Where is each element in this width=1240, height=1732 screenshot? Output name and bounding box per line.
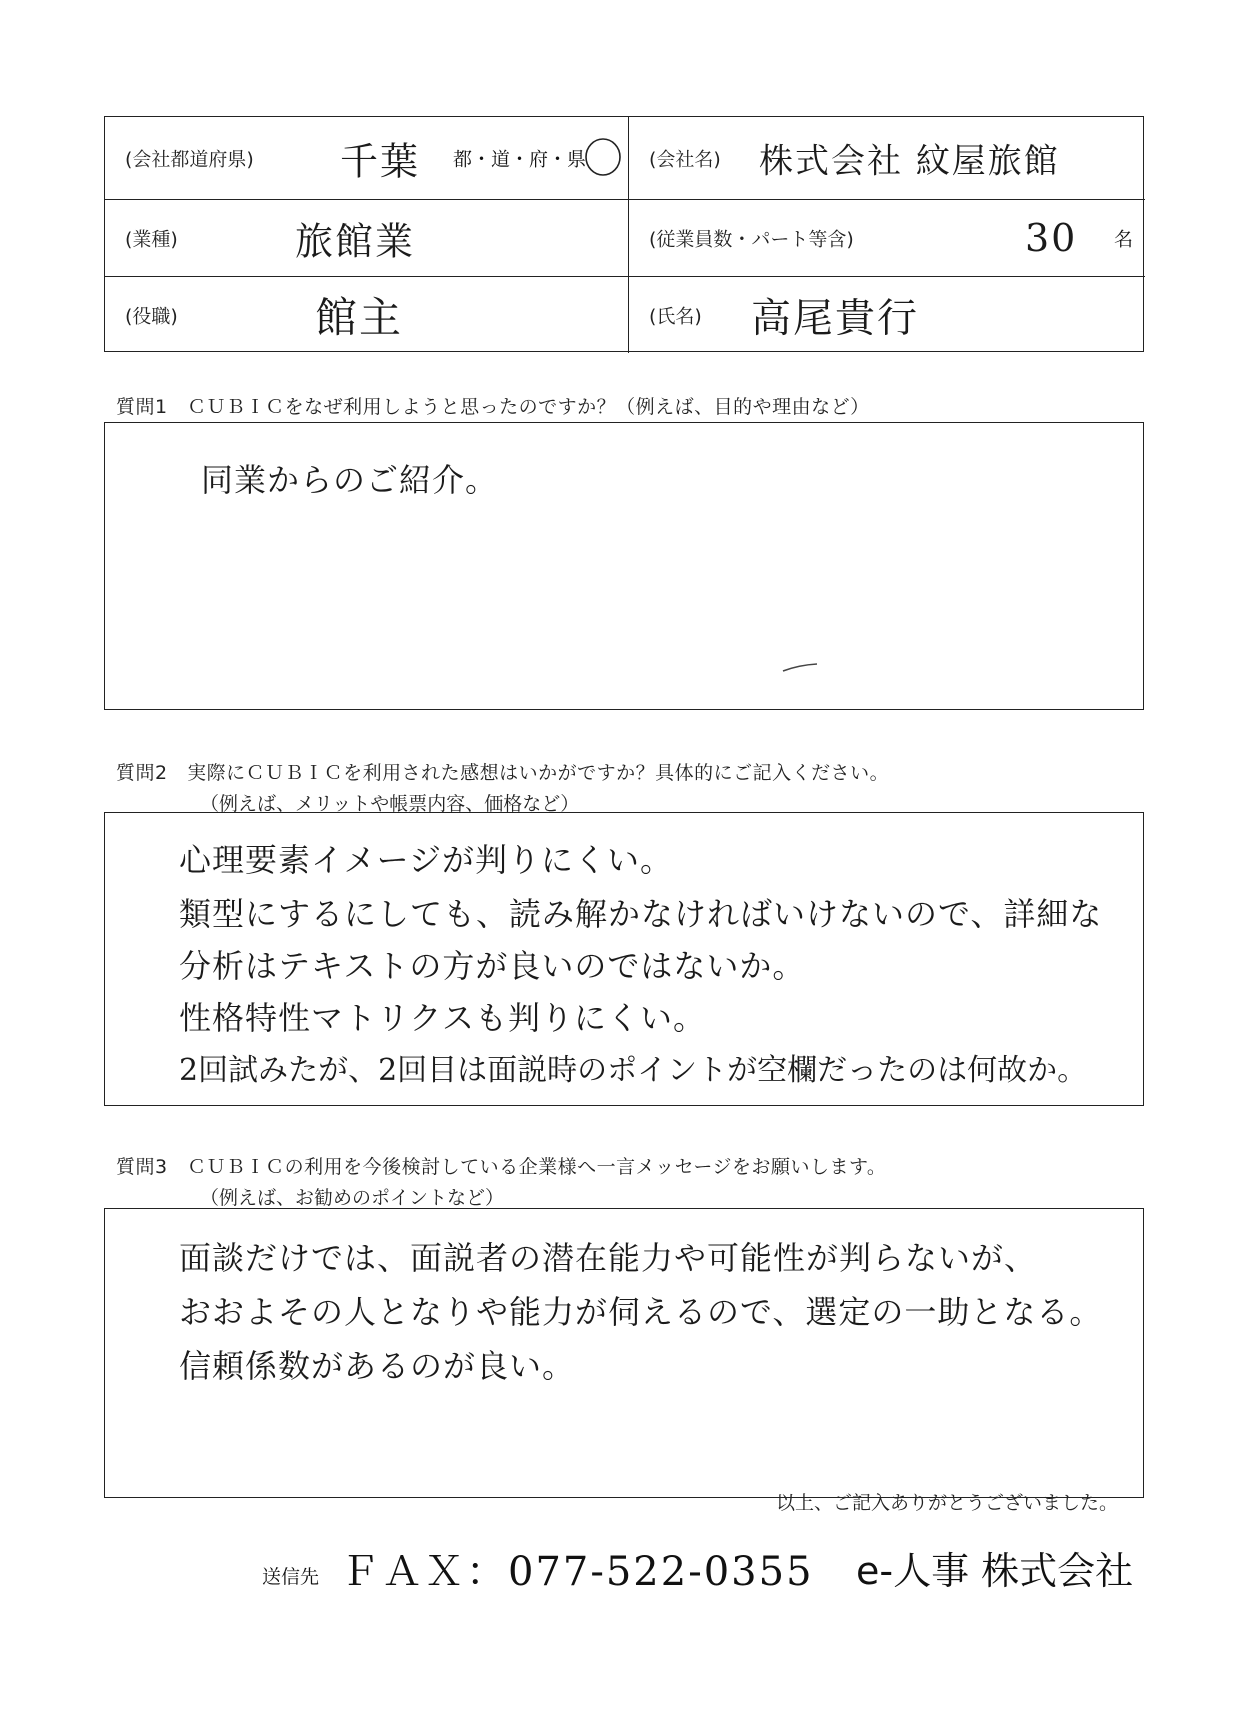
industry-value: 旅館業 — [295, 219, 416, 264]
question-1-answer-box — [104, 422, 1144, 710]
question-3-answer-line: 信頼係数があるのが良い。 — [179, 1347, 576, 1385]
recipient-company: e-人事 株式会社 — [856, 1549, 1134, 1593]
prefecture-cell — [105, 117, 629, 200]
name-cell — [629, 277, 1145, 353]
prefecture-circle-mark — [583, 137, 623, 177]
respondent-info-table — [104, 116, 1144, 352]
question-2-answer-box — [104, 812, 1144, 1106]
prefecture-value: 千葉 — [340, 139, 421, 184]
position-value: 館主 — [315, 293, 404, 342]
question-2-answer-line: 分析はテキストの方が良いのではないか。 — [179, 947, 806, 985]
question-2-answer-line: 心理要素イメージが判りにくい。 — [179, 841, 674, 879]
question-1-answer-line: 同業からのご紹介。 — [201, 461, 499, 499]
question-2-title: 質問2 実際にＣＵＢＩＣを利用された感想はいかがですか？具体的にご記入ください。 — [116, 762, 890, 784]
question-3-title: 質問3 ＣＵＢＩＣの利用を今後検討している企業様へ一言メッセージをお願いします。 — [116, 1156, 887, 1178]
employees-label: (従業員数・パート等含) — [649, 228, 854, 251]
question-2-subtitle: （例えば、メリットや帳票内容、価格など） — [200, 793, 580, 815]
destination-label: 送信先 — [262, 1566, 320, 1588]
name-value: 高尾貴行 — [751, 295, 919, 342]
industry-label: (業種) — [125, 228, 178, 251]
question-3-subtitle: （例えば、お勧めのポイントなど） — [200, 1187, 505, 1209]
employees-cell — [629, 200, 1145, 277]
industry-cell — [105, 200, 629, 277]
employees-value: 30 — [1025, 216, 1078, 260]
thanks-message: 以上、ご記入ありがとうございました。 — [775, 1492, 1118, 1514]
stray-pen-mark — [781, 661, 821, 675]
question-2-answer-line: 性格特性マトリクスも判りにくい。 — [179, 999, 707, 1037]
name-label: (氏名) — [649, 305, 702, 328]
prefecture-label: (会社都道府県) — [125, 148, 254, 171]
question-3-answer-box — [104, 1208, 1144, 1498]
position-cell — [105, 277, 629, 353]
question-3-answer-line: 面談だけでは、面説者の潜在能力や可能性が判らないが、 — [179, 1239, 1038, 1277]
employees-unit: 名 — [1113, 228, 1133, 251]
position-label: (役職) — [125, 305, 178, 328]
company-value: 株式会社 紋屋旅館 — [759, 141, 1060, 182]
company-label: (会社名) — [649, 148, 721, 171]
question-1-title: 質問1 ＣＵＢＩＣをなぜ利用しようと思ったのですか？（例えば、目的や理由など） — [116, 396, 870, 418]
question-2-answer-line: 類型にするにしても、読み解かなければいけないので、詳細な — [179, 895, 1103, 933]
company-cell — [629, 117, 1145, 200]
question-3-answer-line: おおよその人となりや能力が伺えるので、選定の一助となる。 — [179, 1293, 1103, 1331]
prefecture-suffix: 都・道・府・県 — [453, 148, 587, 171]
fax-number: ＦＡＸ：077-522-0355 — [340, 1549, 814, 1595]
question-2-answer-line: 2回試みたが、2回目は面説時のポイントが空欄だったのは何故か。 — [179, 1053, 1088, 1088]
